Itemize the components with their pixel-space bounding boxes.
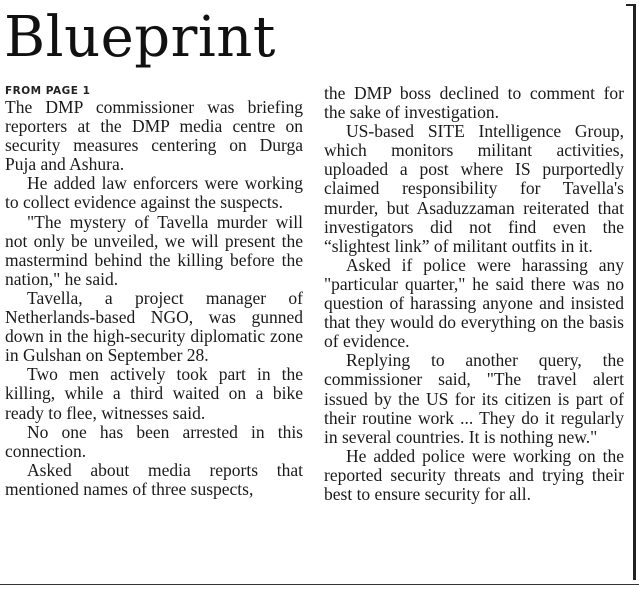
paragraph: No one has been arrested in this connection. xyxy=(5,421,303,461)
left-column xyxy=(5,84,303,499)
headline: Blueprint xyxy=(4,5,276,70)
paragraph: Asked about media reports that mentioned names of three suspects, xyxy=(5,459,303,499)
paragraph: He added police were working on the reported security threats and trying their best to ensure security for all. xyxy=(324,445,624,504)
paragraph: He added law enforcers were working to collect evidence against the suspects. xyxy=(5,173,303,213)
paragraph: US-based SITE Intelligence Group, which monitors militant activities, uploaded a post where IS purportedly claimed responsibility for Tavella's murder, but Asaduzzaman reiterated that investigators did not find even the “slightest link” of militant outfits in it. xyxy=(324,121,624,256)
paragraph: the DMP boss declined to comment for the sake of investigation. xyxy=(324,83,624,123)
kicker: FROM PAGE 1 xyxy=(5,85,91,97)
right-border-rule xyxy=(633,4,636,580)
paragraph: Replying to another query, the commissioner said, "The travel alert issued by the US for its citizen is part of their routine work ... They do it regularly in several countries. It is nothing new." xyxy=(324,350,624,447)
paragraph: The DMP commissioner was briefing reporters at the DMP media centre on security measures centering on Durga Puja and Ashura. xyxy=(5,97,303,175)
paragraph: Two men actively took part in the killing, while a third waited on a bike ready to flee, witnesses said. xyxy=(5,364,303,423)
paragraph: "The mystery of Tavella murder will not only be unveiled, we will present the mastermind behind the killing before the nation," he said. xyxy=(5,211,303,289)
paragraph: Tavella, a project manager of Netherlands-based NGO, was gunned down in the high-security diplomatic zone in Gulshan on September 28. xyxy=(5,287,303,366)
paragraph: Asked if police were harassing any "particular quarter," he said there was no question of harassing anyone and insisted that they would do everything on the basis of evidence. xyxy=(324,254,624,352)
bottom-border-rule xyxy=(0,584,639,585)
right-column xyxy=(324,84,624,504)
top-corner-rule xyxy=(626,4,636,6)
